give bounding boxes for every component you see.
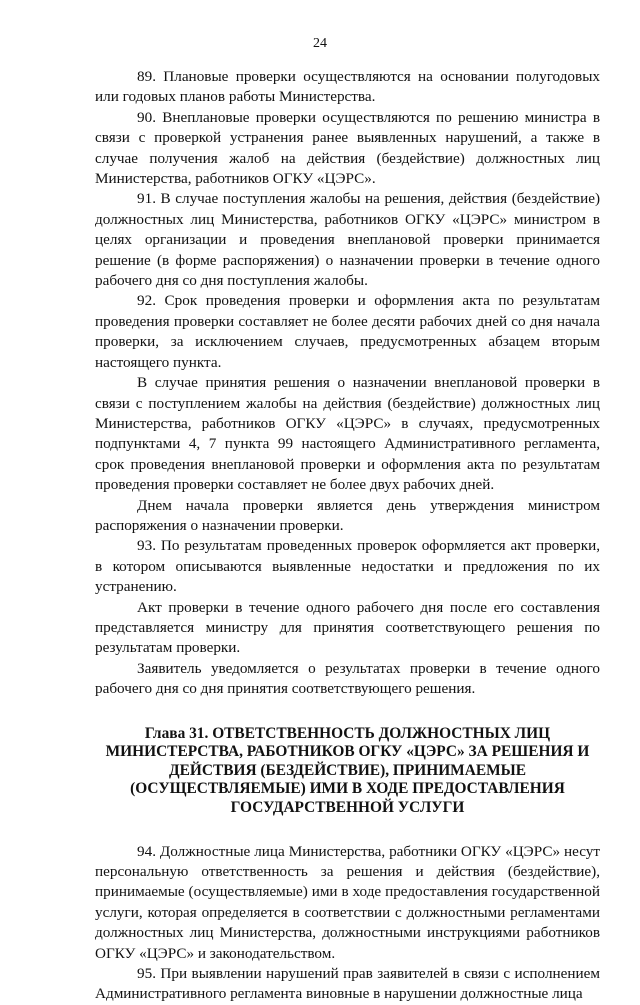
page-number: 24	[313, 36, 327, 51]
paragraph-93: 93. По результатам проведенных проверок оформляется акт проверки, в котором описываются выявленные недостатки и предложения по их устранению.	[95, 537, 600, 596]
paragraph-92-second: В случае принятия решения о назначении внеплановой проверки в связи с поступлением жалобы на действия (бездействие) должностных лиц Министерства, работников ОГКУ «ЦЭРС» в случаях, предусмотренных подпунктами 4, 7 пункта 99 настоящего Административного регламента, срок проведения внеплановой проверки и оформления акта по результатам проведения проверки составляет не более двух рабочих дней.	[95, 374, 600, 494]
paragraph-95: 95. При выявлении нарушений прав заявителей в связи с исполнением Административного регламента виновные в нарушении должностные лица	[95, 965, 600, 1003]
paragraph-89: 89. Плановые проверки осуществляются на основании полугодовых или годовых планов работы Министерства.	[95, 68, 600, 106]
paragraph-92: 92. Срок проведения проверки и оформления акта по результатам проведения проверки составляет не более десяти рабочих дней со дня начала проверки, за исключением случаев, предусмотренных абзацем вторым настоящего пункта.	[95, 292, 600, 371]
paragraph-90: 90. Внеплановые проверки осуществляются по решению министра в связи с проверкой устранения ранее выявленных нарушений, а также в случае получения жалоб на действия (бездействие) должностных лиц Министерства, работников ОГКУ «ЦЭРС».	[95, 108, 600, 188]
document-body	[95, 67, 600, 1005]
paragraph-93-third: Заявитель уведомляется о результатах проверки в течение одного рабочего дня со дня принятия соответствующего решения.	[95, 659, 600, 698]
chapter-heading: Глава 31. ОТВЕТСТВЕННОСТЬ ДОЛЖНОСТНЫХ ЛИЦ МИНИСТЕРСТВА, РАБОТНИКОВ ОГКУ «ЦЭРС» ЗА РЕШЕНИЯ И ДЕЙСТВИЯ (БЕЗДЕЙСТВИЕ), ПРИНИМАЕМЫЕ (ОСУЩЕСТВЛЯЕМЫЕ) ИМИ В ХОДЕ ПРЕДОСТАВЛЕНИЯ ГОСУДАРСТВЕННОЙ УСЛУГИ	[105, 724, 590, 816]
paragraph-91: 91. В случае поступления жалобы на решения, действия (бездействие) должностных лиц Министерства, работников ОГКУ «ЦЭРС» министром в целях организации и проведения внеплановой проверки принимается решение (в форме распоряжения) о назначении проверки в течение одного рабочего дня со дня поступления жалобы.	[95, 190, 600, 290]
paragraph-94: 94. Должностные лица Министерства, работники ОГКУ «ЦЭРС» несут персональную ответственность за решения и действия (бездействие), принимаемые (осуществляемые) ими в ходе предоставления государственной услуги, которая определяется в соответствии с должностными регламентами должностных лиц Министерства, должностными инструкциями работников ОГКУ «ЦЭРС» и законодательством.	[95, 842, 600, 962]
paragraph-93-second: Акт проверки в течение одного рабочего дня после его составления представляется министру для принятия соответствующего решения по результатам проверки.	[95, 598, 600, 657]
paragraph-92-third: Днем начала проверки является день утверждения министром распоряжения о назначении проверки.	[95, 496, 600, 534]
